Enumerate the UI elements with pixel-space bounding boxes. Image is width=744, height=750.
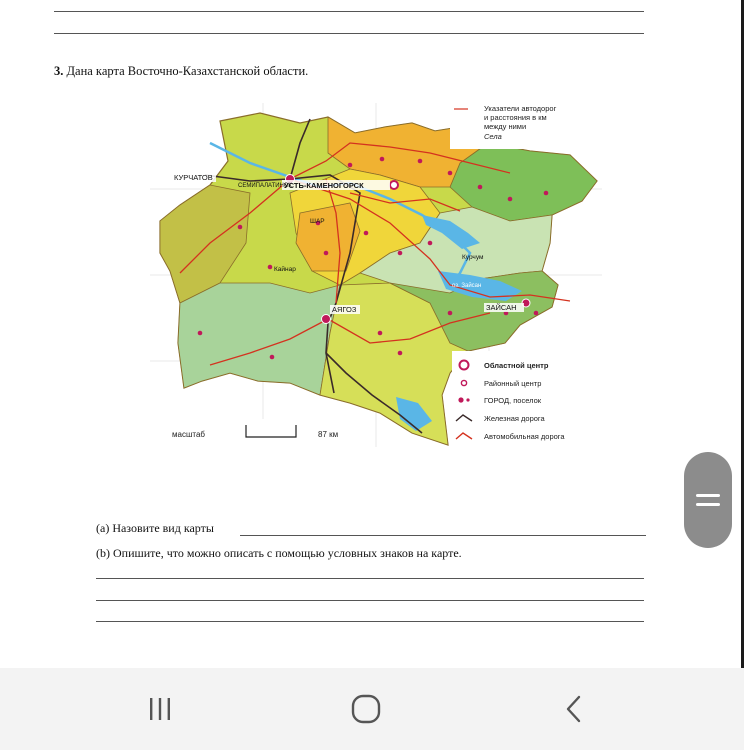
legend-regional-center: Областной центр: [484, 361, 549, 370]
legend-railway: Железная дорога: [484, 414, 545, 423]
label-kaynar: Кайнар: [274, 266, 296, 273]
answer-line: [96, 600, 644, 601]
scale-label: масштаб: [172, 430, 205, 439]
home-icon: [350, 693, 382, 725]
legend-top-line4: Села: [484, 132, 502, 141]
label-zaisan: ЗАЙСАН: [486, 303, 517, 312]
label-ust-kamenogorsk: УСТЬ-КАМЕНОГОРСК: [284, 181, 364, 190]
legend-district-center-icon: [461, 380, 466, 385]
map-scale: [150, 419, 356, 447]
scale-value: 87 км: [318, 430, 339, 439]
label-kurchatov: КУРЧАТОВ: [174, 173, 213, 182]
legend-bottom: [452, 351, 602, 447]
region-south-west: [178, 283, 340, 395]
label-ayagoz: АЯГОЗ: [332, 305, 357, 314]
legend-town-icon: [458, 397, 463, 402]
legend-regional-center-icon: [460, 361, 469, 370]
question-3: [54, 64, 308, 79]
answer-line: [54, 33, 644, 34]
question-text: Дана карта Восточно-Казахстанской области.: [66, 64, 309, 78]
question-b-label: (b) Опишите, что можно описать с помощью условных знаков на карте.: [96, 546, 462, 560]
scroll-handle[interactable]: [684, 452, 732, 548]
label-semipalatinsk: СЕМИПАЛАТИНСК: [238, 183, 292, 189]
recents-icon: [145, 694, 175, 724]
answer-line: [96, 578, 644, 579]
legend-top-line2: и расстояния в км: [484, 113, 547, 122]
city-marker-ust: [390, 181, 398, 189]
back-button[interactable]: [544, 668, 604, 750]
legend-district-center: Районный центр: [484, 379, 542, 388]
label-kurchum: Курчум: [462, 254, 484, 261]
label-lake-zaisan: оз. Зайсан: [452, 283, 482, 289]
question-a-label: (a) Назовите вид карты: [96, 521, 214, 535]
legend-town: ГОРОД, поселок: [484, 396, 542, 405]
east-kazakhstan-map: [150, 103, 602, 447]
city-marker-ayagoz: [322, 315, 331, 324]
legend-top: [450, 103, 602, 149]
answer-line-a: [240, 535, 646, 536]
navigation-bar: [0, 668, 744, 750]
back-icon: [562, 694, 586, 724]
answer-line: [54, 11, 644, 12]
legend-top-line3: между ними: [484, 122, 527, 131]
recents-button[interactable]: [130, 668, 190, 750]
question-number: 3.: [54, 64, 64, 78]
answer-line: [96, 621, 644, 622]
legend-road: Автомобильная дорога: [484, 432, 565, 441]
home-button[interactable]: [336, 668, 396, 750]
label-shar: ШАР: [310, 218, 325, 225]
legend-top-line1: Указатели автодорог: [484, 104, 557, 113]
